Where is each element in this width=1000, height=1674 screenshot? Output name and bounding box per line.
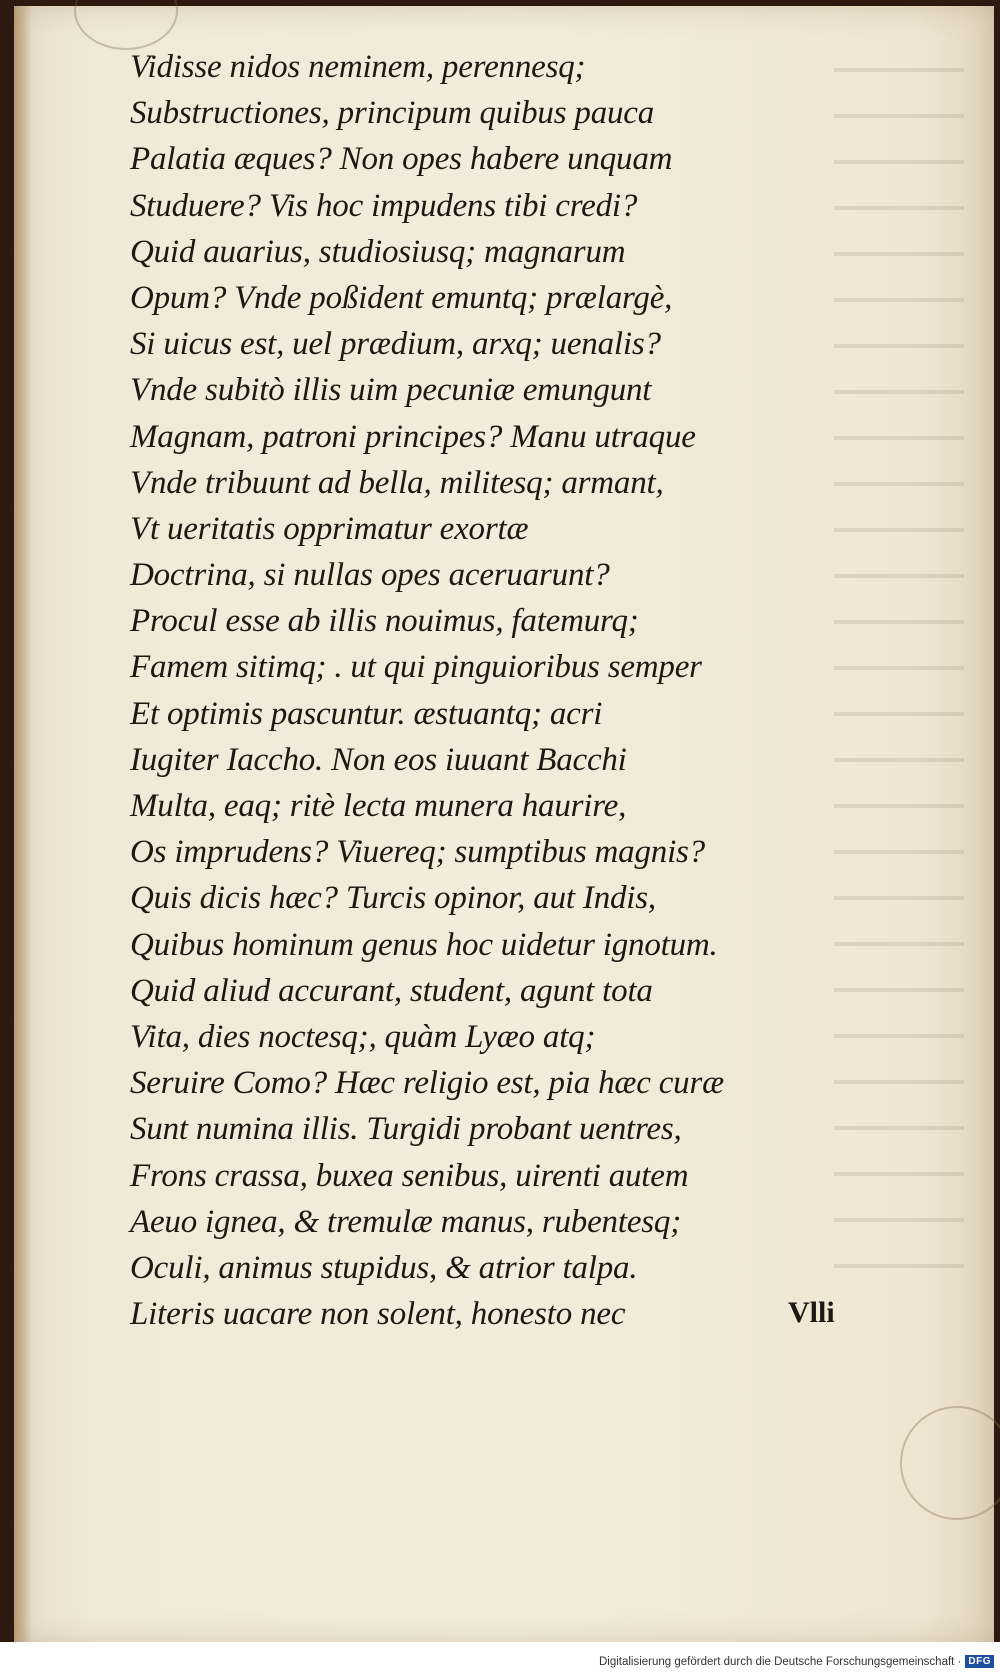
text-line: Os imprudens? Viuereq; sumptibus magnis? xyxy=(130,834,705,871)
text-line: Vidisse nidos neminem, perennesq; xyxy=(130,49,586,85)
text-line: Quid auarius, studiosiusq; magnarum xyxy=(130,233,626,270)
poem-text xyxy=(130,44,820,1337)
text-line: Substructiones, principum quibus pauca xyxy=(130,95,655,132)
text-line: Vnde subitò illis uim pecuniæ emungunt xyxy=(130,372,652,409)
text-line: Frons crassa, buxea senibus, uirenti autem xyxy=(130,1157,689,1194)
page-gutter-shadow xyxy=(14,6,32,1644)
text-line: Vnde tribuunt ad bella, militesq; armant, xyxy=(130,464,664,501)
text-line: Opum? Vnde poßident emuntq; prælargè, xyxy=(130,279,673,316)
funding-credit xyxy=(599,1655,994,1668)
text-line: Vita, dies noctesq;, quàm Lyæo atq; xyxy=(130,1018,596,1055)
book-page xyxy=(14,6,994,1644)
dfg-logo-icon: DFG xyxy=(965,1655,994,1668)
text-line: Studuere? Vis hoc impudens tibi credi? xyxy=(130,187,638,224)
text-line: Si uicus est, uel prædium, arxq; uenalis? xyxy=(130,326,661,363)
text-line: Magnam, patroni principes? Manu utraque xyxy=(130,418,696,455)
catchword: Vlli xyxy=(788,1296,835,1329)
text-line: Quid aliud accurant, student, agunt tota xyxy=(130,972,653,1009)
text-line: Quis dicis hæc? Turcis opinor, aut Indis, xyxy=(130,880,656,917)
show-through-text xyxy=(834,46,964,1296)
text-line: Aeuo ignea, & tremulæ manus, rubentesq; xyxy=(130,1203,681,1240)
digitization-footer xyxy=(0,1642,1000,1674)
credit-text: Digitalisierung gefördert durch die Deutsche Forschungsgemeinschaft · xyxy=(598,1655,962,1668)
ring-stain xyxy=(74,0,178,50)
text-line: Literis uacare non solent, honesto nec xyxy=(130,1296,626,1333)
text-line: Oculi, animus stupidus, & atrior talpa. xyxy=(130,1249,638,1286)
text-line: Palatia æques? Non opes habere unquam xyxy=(130,141,673,178)
text-line: Seruire Como? Hæc religio est, pia hæc curæ xyxy=(130,1065,724,1102)
text-line: Sunt numina illis. Turgidi probant uentres, xyxy=(130,1111,682,1148)
text-line: Famem sitimq; . ut qui pinguioribus semper xyxy=(130,649,702,686)
text-line: Procul esse ab illis nouimus, fatemurq; xyxy=(130,603,639,640)
text-line: Doctrina, si nullas opes aceruarunt? xyxy=(130,557,610,594)
text-line: Vt ueritatis opprimatur exortæ xyxy=(130,510,529,547)
text-line: Iugiter Iaccho. Non eos iuuant Bacchi xyxy=(130,741,627,778)
text-line: Quibus hominum genus hoc uidetur ignotum. xyxy=(130,926,718,963)
text-line: Multa, eaq; ritè lecta munera haurire, xyxy=(130,788,627,824)
ring-stain xyxy=(900,1406,1000,1520)
text-line: Et optimis pascuntur. æstuantq; acri xyxy=(130,695,603,732)
